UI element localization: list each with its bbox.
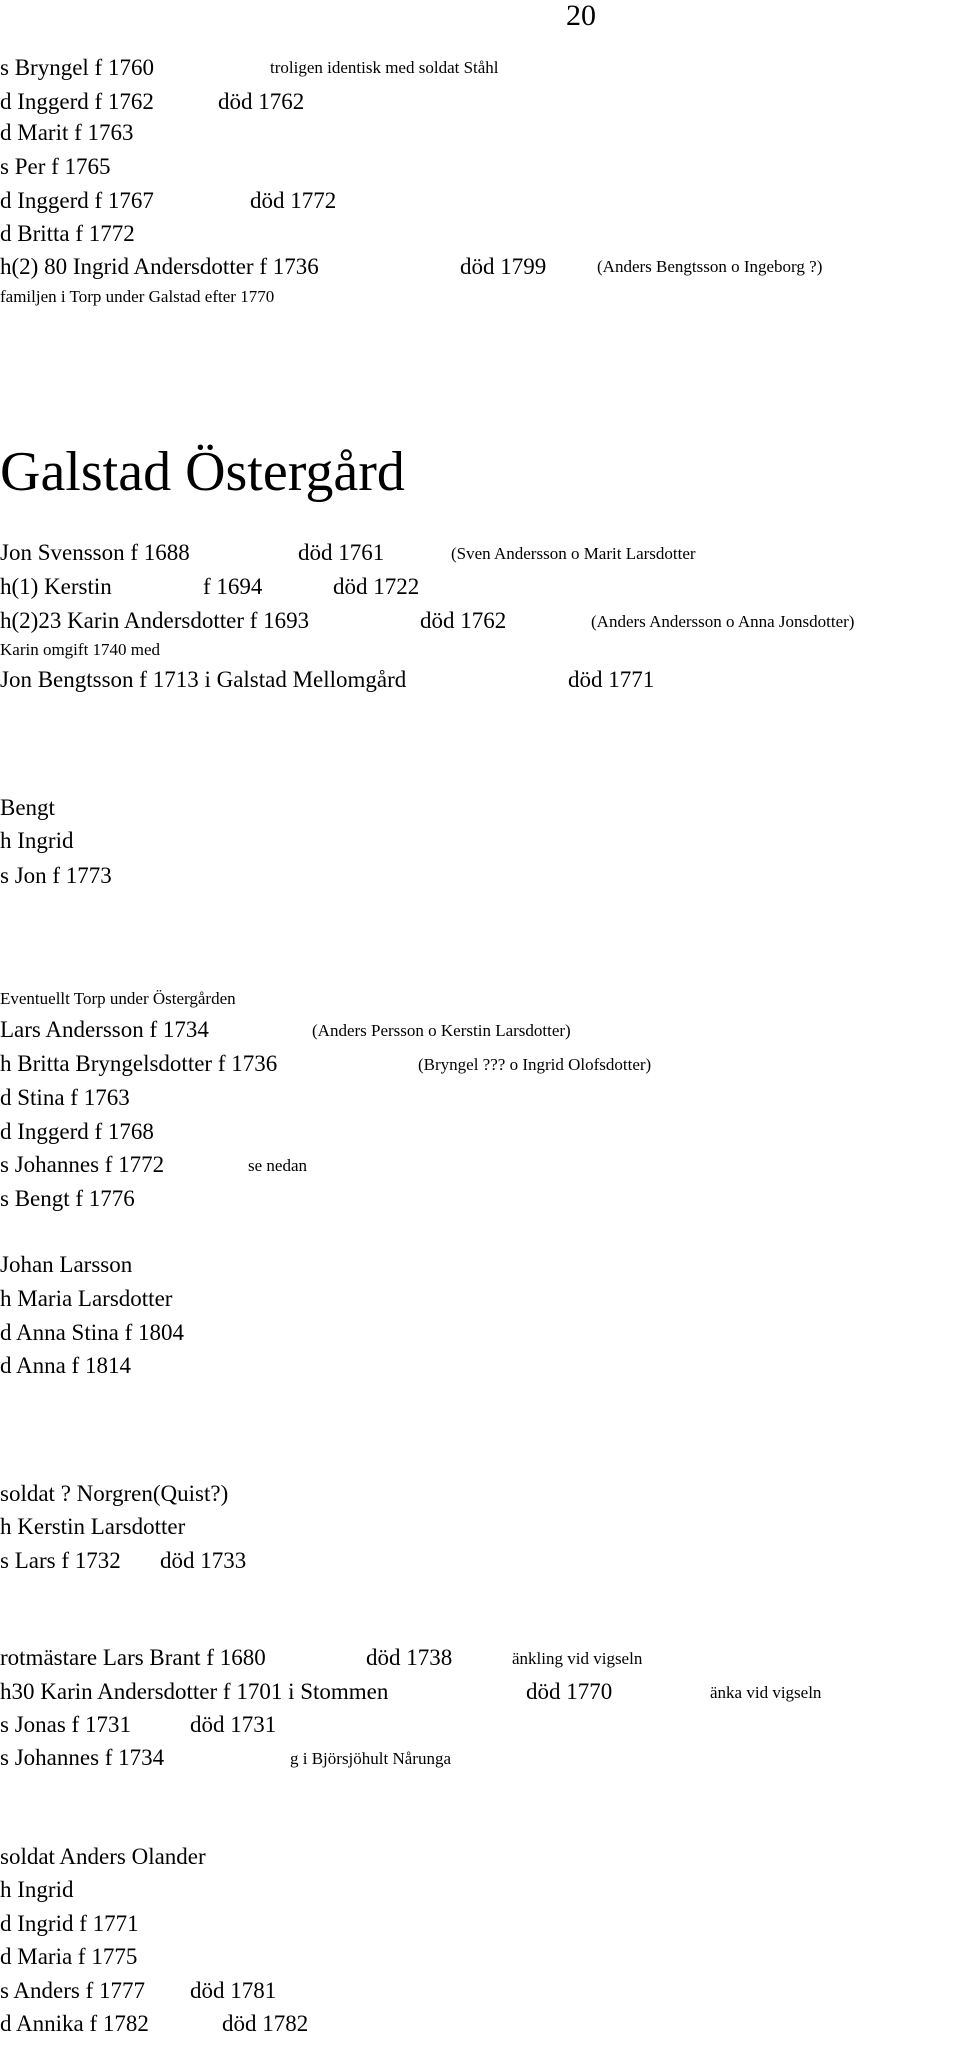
entry-line: h Ingrid xyxy=(0,1877,74,1902)
entry-note: familjen i Torp under Galstad efter 1770 xyxy=(0,287,275,306)
entry-death: död 1733 xyxy=(160,1548,247,1573)
entry-name: h(2) 80 Ingrid Andersdotter f 1736 xyxy=(0,254,319,279)
entry-note: Eventuellt Torp under Östergården xyxy=(0,989,236,1008)
entry-death: död 1781 xyxy=(190,1978,277,2003)
page-number: 20 xyxy=(566,0,596,32)
entry-death: död 1799 xyxy=(460,254,547,279)
entry-death: död 1770 xyxy=(526,1679,613,1704)
entry-line: d Anna Stina f 1804 xyxy=(0,1320,184,1345)
entry-line: s Bengt f 1776 xyxy=(0,1186,135,1211)
entry-death: död 1772 xyxy=(250,188,337,213)
entry-name: s Bryngel f 1760 xyxy=(0,55,154,80)
entry-name: s Lars f 1732 xyxy=(0,1548,121,1573)
entry-line: soldat Anders Olander xyxy=(0,1844,206,1869)
entry-name: Jon Bengtsson f 1713 i Galstad Mellomgård xyxy=(0,667,407,692)
entry-note: änka vid vigseln xyxy=(710,1683,822,1702)
entry-line: h Ingrid xyxy=(0,828,74,853)
entry-line: s Jon f 1773 xyxy=(0,863,112,888)
entry-name: s Johannes f 1772 xyxy=(0,1152,165,1177)
entry-note: Karin omgift 1740 med xyxy=(0,640,161,659)
section-title: Galstad Östergård xyxy=(0,441,405,503)
entry-line: soldat ? Norgren(Quist?) xyxy=(0,1481,229,1506)
entry-name: d Inggerd f 1767 xyxy=(0,188,154,213)
entry-line: Bengt xyxy=(0,795,55,820)
entry-line: d Anna f 1814 xyxy=(0,1353,131,1378)
entry-death: död 1722 xyxy=(333,574,420,599)
entry-parents: (Anders Persson o Kerstin Larsdotter) xyxy=(312,1021,571,1040)
entry-line: Johan Larsson xyxy=(0,1252,133,1277)
entry-birth: f 1694 xyxy=(203,574,263,599)
entry-line: d Britta f 1772 xyxy=(0,221,135,246)
entry-name: s Johannes f 1734 xyxy=(0,1745,165,1770)
entry-name: s Anders f 1777 xyxy=(0,1978,146,2003)
entry-parents: (Sven Andersson o Marit Larsdotter xyxy=(451,544,696,563)
entry-name: h30 Karin Andersdotter f 1701 i Stommen xyxy=(0,1679,389,1704)
entry-parents: (Anders Bengtsson o Ingeborg ?) xyxy=(597,257,823,276)
entry-line: d Marit f 1763 xyxy=(0,120,134,145)
entry-line: d Stina f 1763 xyxy=(0,1085,130,1110)
entry-note: se nedan xyxy=(248,1156,308,1175)
entry-name: Jon Svensson f 1688 xyxy=(0,540,190,565)
entry-name: h(1) Kerstin xyxy=(0,574,112,599)
entry-death: död 1762 xyxy=(420,608,507,633)
entry-death: död 1738 xyxy=(366,1645,453,1670)
entry-line: s Per f 1765 xyxy=(0,154,111,179)
entry-note: änkling vid vigseln xyxy=(512,1649,643,1668)
entry-death: död 1782 xyxy=(222,2011,309,2036)
entry-name: rotmästare Lars Brant f 1680 xyxy=(0,1645,266,1670)
entry-line: d Maria f 1775 xyxy=(0,1944,138,1969)
entry-parents: (Bryngel ??? o Ingrid Olofsdotter) xyxy=(418,1055,652,1074)
entry-name: s Jonas f 1731 xyxy=(0,1712,131,1737)
entry-name: d Annika f 1782 xyxy=(0,2011,149,2036)
entry-line: d Inggerd f 1768 xyxy=(0,1119,154,1144)
entry-note: troligen identisk med soldat Ståhl xyxy=(270,58,499,77)
entry-line: h Maria Larsdotter xyxy=(0,1286,173,1311)
entry-name: d Inggerd f 1762 xyxy=(0,89,154,114)
entry-death: död 1771 xyxy=(568,667,655,692)
entry-name: h(2)23 Karin Andersdotter f 1693 xyxy=(0,608,310,633)
entry-name: Lars Andersson f 1734 xyxy=(0,1017,209,1042)
entry-name: h Britta Bryngelsdotter f 1736 xyxy=(0,1051,278,1076)
entry-line: h Kerstin Larsdotter xyxy=(0,1514,186,1539)
entry-note: g i Björsjöhult Nårunga xyxy=(290,1749,452,1768)
entry-parents: (Anders Andersson o Anna Jonsdotter) xyxy=(591,612,855,631)
entry-death: död 1762 xyxy=(218,89,305,114)
entry-death: död 1761 xyxy=(298,540,385,565)
entry-death: död 1731 xyxy=(190,1712,277,1737)
entry-line: d Ingrid f 1771 xyxy=(0,1911,139,1936)
